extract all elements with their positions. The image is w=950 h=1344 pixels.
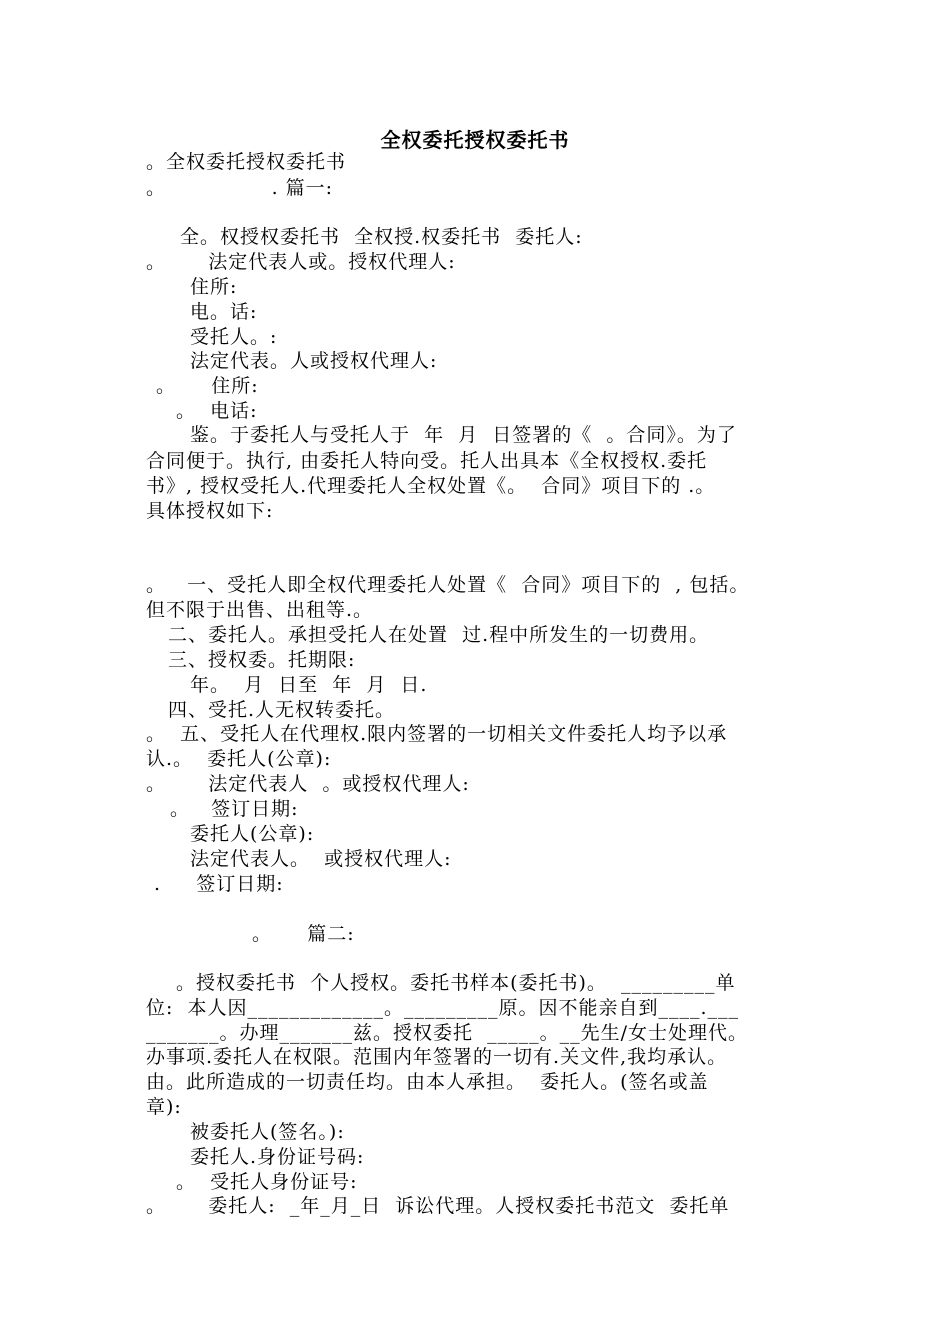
text-line: 全。权授权委托书 全权授.权委托书 委托人:	[180, 226, 583, 248]
text-line: 委托人.身份证号码:	[190, 1146, 365, 1168]
text-line: . 签订日期:	[154, 873, 284, 895]
text-line: 四、受托.人无权转委托。	[168, 699, 396, 721]
text-line: 。 受托人身份证号:	[176, 1171, 358, 1193]
text-line: 。 法定代表人 。或授权代理人:	[146, 773, 470, 795]
text-line: 。 五、受托人在代理权.限内签署的一切相关文件委托人均予以承	[146, 723, 728, 745]
text-line: 。 一、受托人即全权代理委托人处置《 合同》项目下的 , 包括。	[146, 574, 750, 596]
text-line: 法定代表人。 或授权代理人:	[190, 848, 452, 870]
document-title: 全权委托授权委托书	[380, 128, 570, 152]
text-line: 二、委托人。承担受托人在处置 过.程中所发生的一切费用。	[168, 624, 710, 646]
text-line: 由。此所造成的一切责任均。由本人承担。 委托人。(签名或盖	[146, 1071, 709, 1093]
text-line: 认.。 委托人(公章):	[146, 748, 332, 770]
text-line: 书》, 授权受托人.代理委托人全权处置《。 合同》项目下的 .。	[146, 475, 716, 497]
text-line: 。 住所:	[156, 375, 259, 397]
text-line: 。全权委托授权委托书	[146, 151, 347, 173]
text-line: 章):	[146, 1096, 182, 1118]
text-line: 受托人。:	[190, 326, 278, 348]
text-line: 法定代表。人或授权代理人:	[190, 350, 438, 372]
text-line: 住所:	[190, 276, 238, 298]
text-line: 委托人(公章):	[190, 823, 315, 845]
text-line: 。 签订日期:	[170, 798, 299, 820]
text-line: 。 . 篇一:	[146, 177, 334, 199]
text-line: 三、授权委。托期限:	[168, 649, 356, 671]
text-line: 电。话:	[190, 301, 258, 323]
text-line: 位: 本人因_____________。_________原。因不能亲自到____.___	[146, 997, 740, 1019]
text-line: 被委托人(签名。):	[190, 1121, 345, 1143]
text-line: 具体授权如下:	[146, 500, 274, 522]
text-line: 但不限于出售、出租等.。	[146, 599, 374, 621]
text-line: 鉴。于委托人与受托人于 年 月 日签署的《 。合同》。为了	[190, 424, 737, 446]
text-line: 办事项.委托人在权限。范围内年签署的一切有.关文件,我均承认。	[146, 1046, 728, 1068]
text-line: _______。办理_______兹。授权委托 _____。__先生/女士处理代。	[146, 1022, 748, 1044]
text-line: 。 电话:	[176, 400, 258, 422]
text-line: 。 法定代表人或。授权代理人:	[146, 251, 456, 273]
text-line: 合同便于。执行, 由委托人特向受。托人出具本《全权授权.委托	[146, 450, 708, 472]
section-heading: 。 篇二:	[252, 923, 355, 945]
text-line: 。授权委托书 个人授权。委托书样本(委托书)。 _________单	[176, 972, 736, 994]
text-line: 。 委托人: _年_月_日 诉讼代理。人授权委托书范文 委托单	[146, 1195, 730, 1217]
text-line: 年。 月 日至 年 月 日.	[190, 674, 428, 696]
